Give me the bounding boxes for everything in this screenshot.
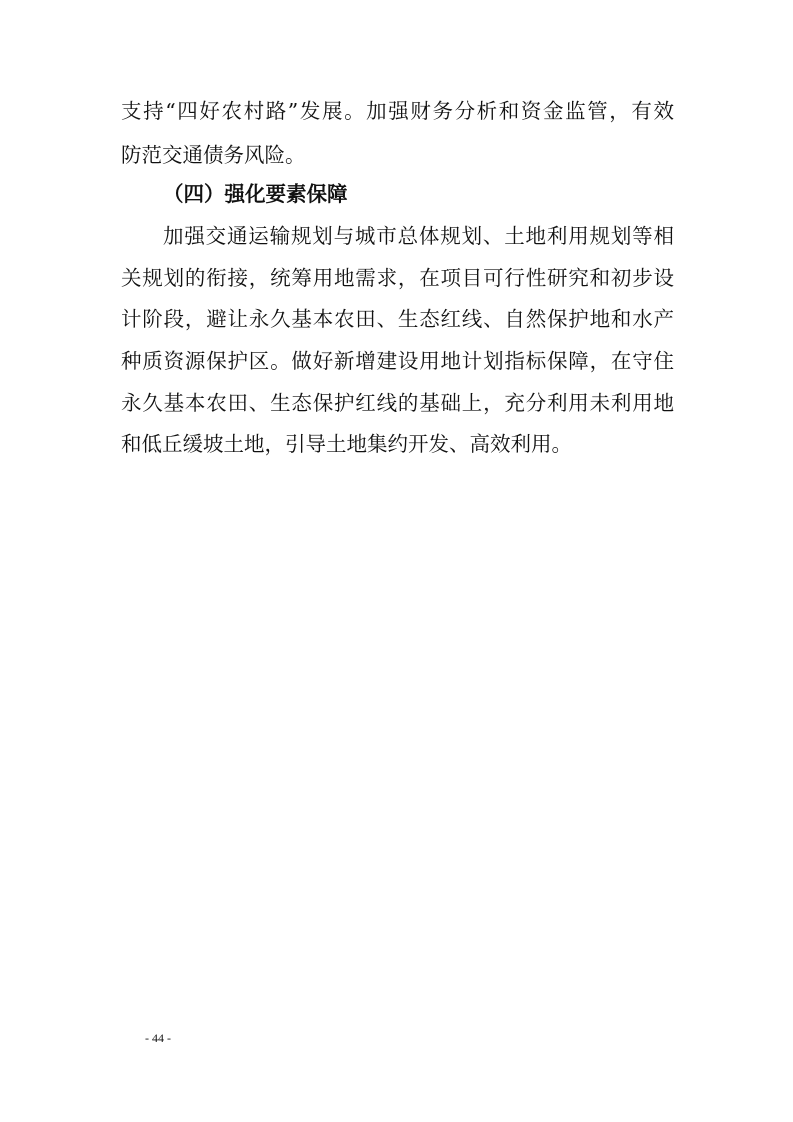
- paragraph-2-line-5: 永久基本农田、生态保护红线的基础上，充分利用未利用地: [121, 391, 674, 415]
- paragraph-2-line-2: 关规划的衔接，统筹用地需求，在项目可行性研究和初步设: [121, 266, 674, 290]
- paragraph-2-line-1: 加强交通运输规划与城市总体规划、土地利用规划等相: [163, 224, 674, 248]
- paragraph-1-line-2: 防范交通债务风险。: [121, 143, 306, 167]
- paragraph-1-line-1: 支持“四好农村路”发展。加强财务分析和资金监管，有效: [121, 99, 674, 123]
- paragraph-2-line-3: 计阶段，避让永久基本农田、生态红线、自然保护地和水产: [121, 307, 674, 331]
- section-heading: （四）强化要素保障: [163, 182, 348, 206]
- paragraph-2-line-4: 种质资源保护区。做好新增建设用地计划指标保障，在守住: [121, 349, 674, 373]
- paragraph-2-line-6: 和低丘缓坡土地，引导土地集约开发、高效利用。: [121, 432, 572, 456]
- page-number: - 44 -: [145, 1031, 171, 1045]
